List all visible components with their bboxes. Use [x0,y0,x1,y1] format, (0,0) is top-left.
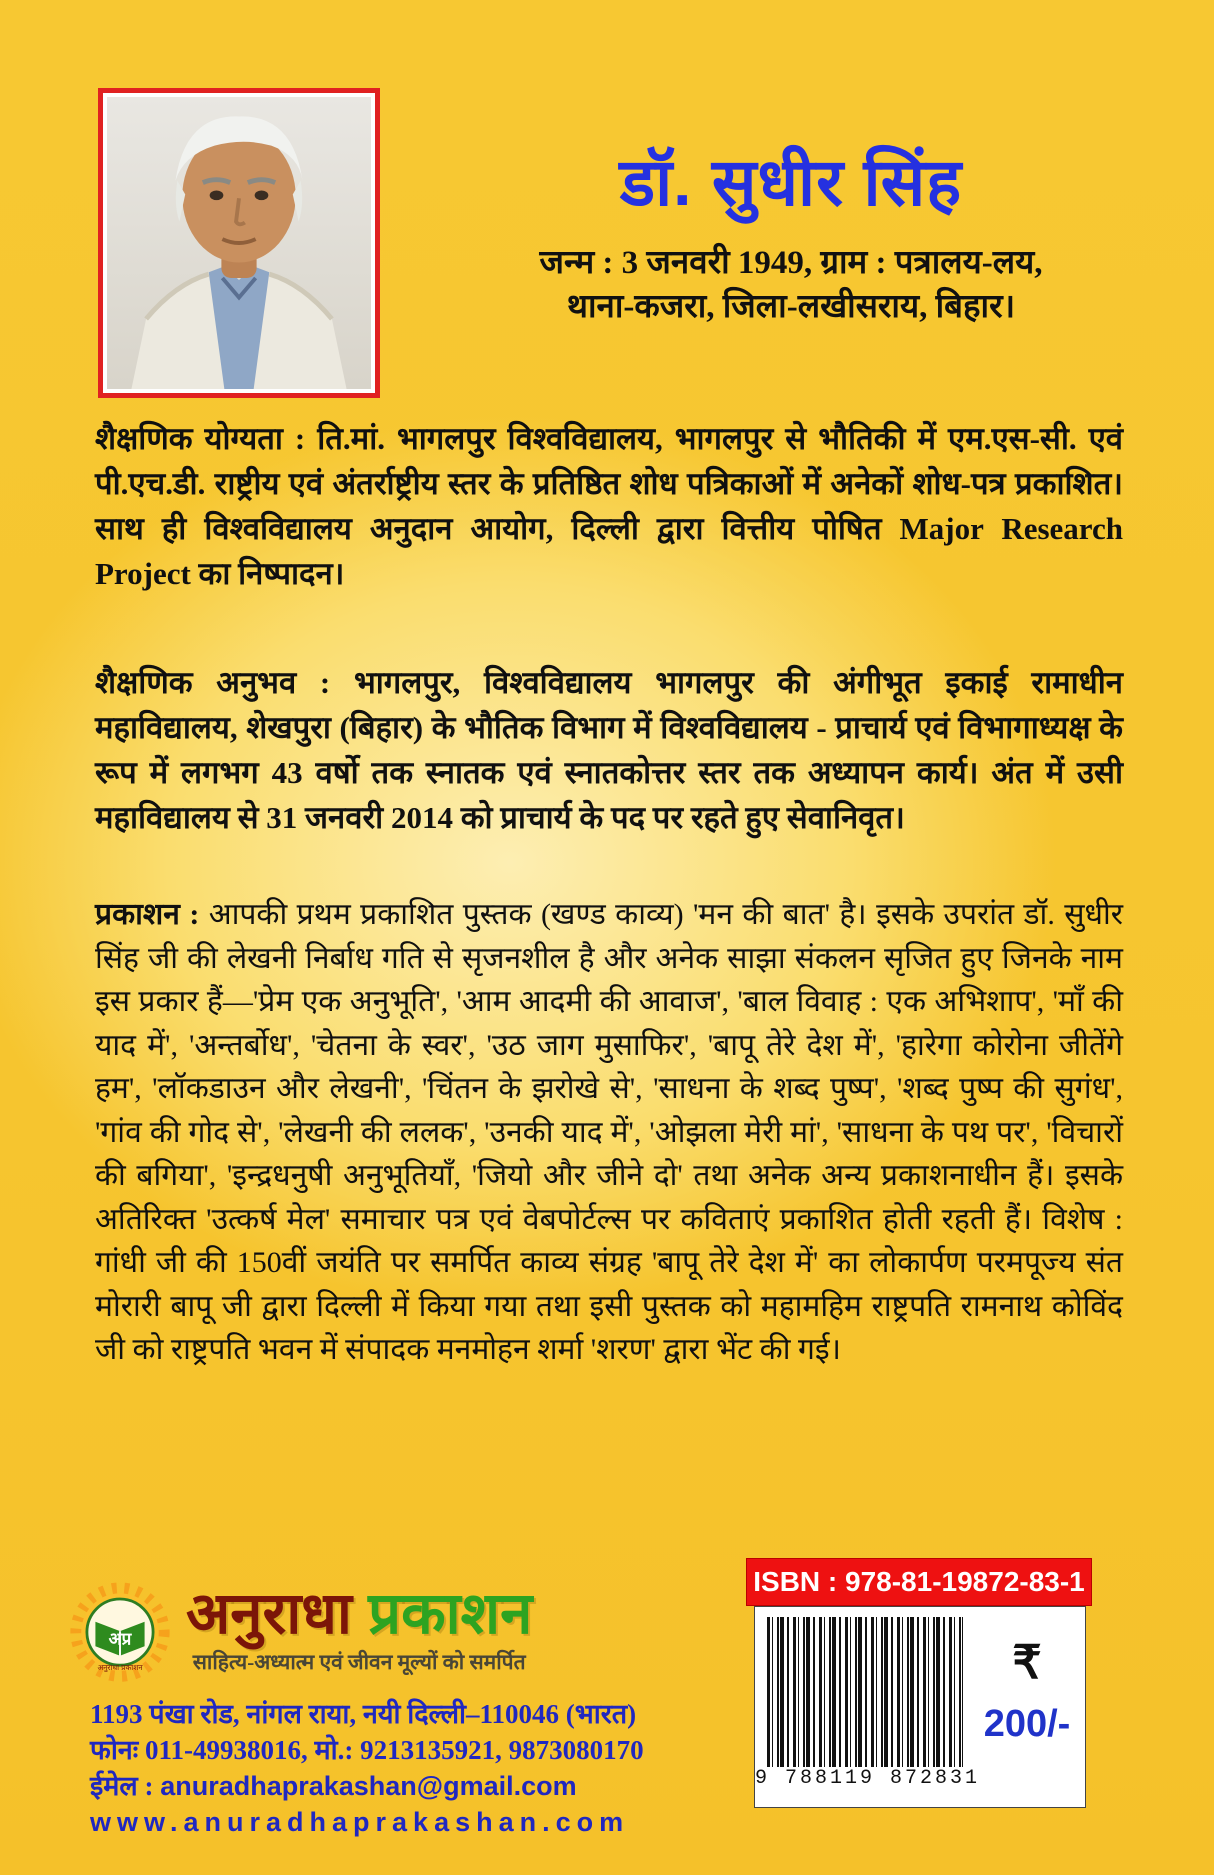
experience-text: भागलपुर, विश्वविद्यालय भागलपुर की अंगीभूत इकाई रामाधीन महाविद्यालय, शेखपुरा (बिहार) के भौतिक विभाग में विश्वविद्यालय - प्राचार्य एवं विभागाध्यक्ष के रूप में लगभग 43 वर्षो तक स्नातक एवं स्नातकोत्तर स्तर तक अध्यापन कार्य। अंत में उसी महाविद्यालय से 31 जनवरी 2014 को प्राचार्य के पद पर रहते हुए सेवानिवृत। [95,665,1123,835]
price-value: 200/- [983,1703,1071,1745]
email-label: ईमेल : [90,1771,161,1801]
birth-line-2: थाना-कजरा, जिला-लखीसराय, बिहार। [566,289,1016,326]
publications-paragraph [95,893,1123,1372]
publisher-contact [90,1696,700,1840]
publisher-name-part2: प्रकाशन [351,1581,533,1646]
publisher-name [186,1582,532,1646]
experience-paragraph [95,660,1123,840]
birth-info [388,241,1194,329]
isbn-number: ISBN : 978-81-19872-83-1 [753,1566,1085,1597]
sun-book-logo-icon [68,1582,172,1686]
publisher-name-part1: अनुराधा [186,1581,352,1646]
logo-initials: अप्र [108,1629,132,1649]
experience-label: शैक्षणिक अनुभव : [95,665,331,700]
publisher-email: anuradhaprakashan@gmail.com [160,1771,577,1801]
birth-line-1: जन्म : 3 जनवरी 1949, ग्राम : पत्रालय-लय, [539,245,1043,282]
education-paragraph [95,416,1123,596]
publications-label: प्रकाशन : [95,898,200,931]
logo-caption: अनुराधा प्रकाशन [97,1662,143,1672]
isbn-band [746,1558,1092,1606]
education-label: शैक्षणिक योग्यता : [95,421,306,456]
barcode-icon [767,1617,963,1767]
author-photo [98,88,380,398]
page-title: डॉ. सुधीर सिंह [619,145,963,219]
price-block [979,1635,1075,1746]
publisher-address: 1193 पंखा रोड, नांगल राया, नयी दिल्ली–110046 (भारत) [90,1699,637,1729]
publications-text: आपकी प्रथम प्रकाशित पुस्तक (खण्ड काव्य) 'मन की बात' है। इसके उपरांत डॉ. सुधीर सिंह जी की लेखनी निर्बाध गति से सृजनशील है और अनेक साझा संकलन सृजित हुए जिनके नाम इस प्रकार हैं—'प्रेम एक अनुभूति', 'आम आदमी की आवाज', 'बाल विवाह : एक अभिशाप', 'माँ की याद में', 'अन्तर्बोध', 'चेतना के स्वर', 'उठ जाग मुसाफिर', 'बापू तेरे देश में', 'हारेगा कोरोना जीतेंगे हम', 'लॉकडाउन और लेखनी', 'चिंतन के झरोखे से', 'साधना के शब्द पुष्प', 'शब्द पुष्प की सुगंध', 'गांव की गोद से', 'लेखनी की ललक', 'उनकी याद में', 'ओझला मेरी मां', 'साधना के पथ पर', 'विचारों की बगिया', 'इन्द्रधनुषी अनुभूतियाँ, 'जियो और जीने दो' तथा अनेक अन्य प्रकाशनाधीन हैं। इसके अतिरिक्त 'उत्कर्ष मेल' समाचार पत्र एवं वेबपोर्टल्स पर कविताएं प्रकाशित होती रहती हैं। विशेष : गांधी जी की 150वीं जयंति पर समर्पित काव्य संग्रह 'बापू तेरे देश में' का लोकार्पण परमपूज्य संत मोरारी बापू जी द्वारा दिल्ली में किया गया तथा इसी पुस्तक को महामहिम राष्ट्रपति रामनाथ कोविंद जी को राष्ट्रपति भवन में संपादक मनमोहन शर्मा 'शरण' द्वारा भेंट की गई। [95,898,1123,1366]
rupee-symbol: ₹ [1012,1636,1042,1688]
publisher-email-line [90,1768,700,1804]
publisher-phone: फोनः 011-49938016, मो.: 9213135921, 9873080170 [90,1735,644,1765]
publisher-tagline: साहित्य-अध्यात्म एवं जीवन मूल्यों को समर्पित [192,1650,526,1674]
publisher-website: www.anuradhaprakashan.com [90,1807,630,1837]
publisher-logo [68,1582,172,1686]
education-text: ति.मां. भागलपुर विश्वविद्यालय, भागलपुर से भौतिकी में एम.एस-सी. एवं पी.एच.डी. राष्ट्रीय एवं अंतर्राष्ट्रीय स्तर के प्रतिष्ठित शोध पत्रिकाओं में अनेकों शोध-पत्र प्रकाशित। साथ ही विश्वविद्यालय अनुदान आयोग, दिल्ली द्वारा वित्तीय पोषित Major Research Project का निष्पादन। [95,421,1123,591]
barcode-box [754,1606,1086,1808]
author-portrait-illustration [107,97,371,389]
barcode-digits: 9 788119 872831 [755,1767,981,1790]
header-block [388,138,1194,329]
publisher-block [60,1582,700,1840]
